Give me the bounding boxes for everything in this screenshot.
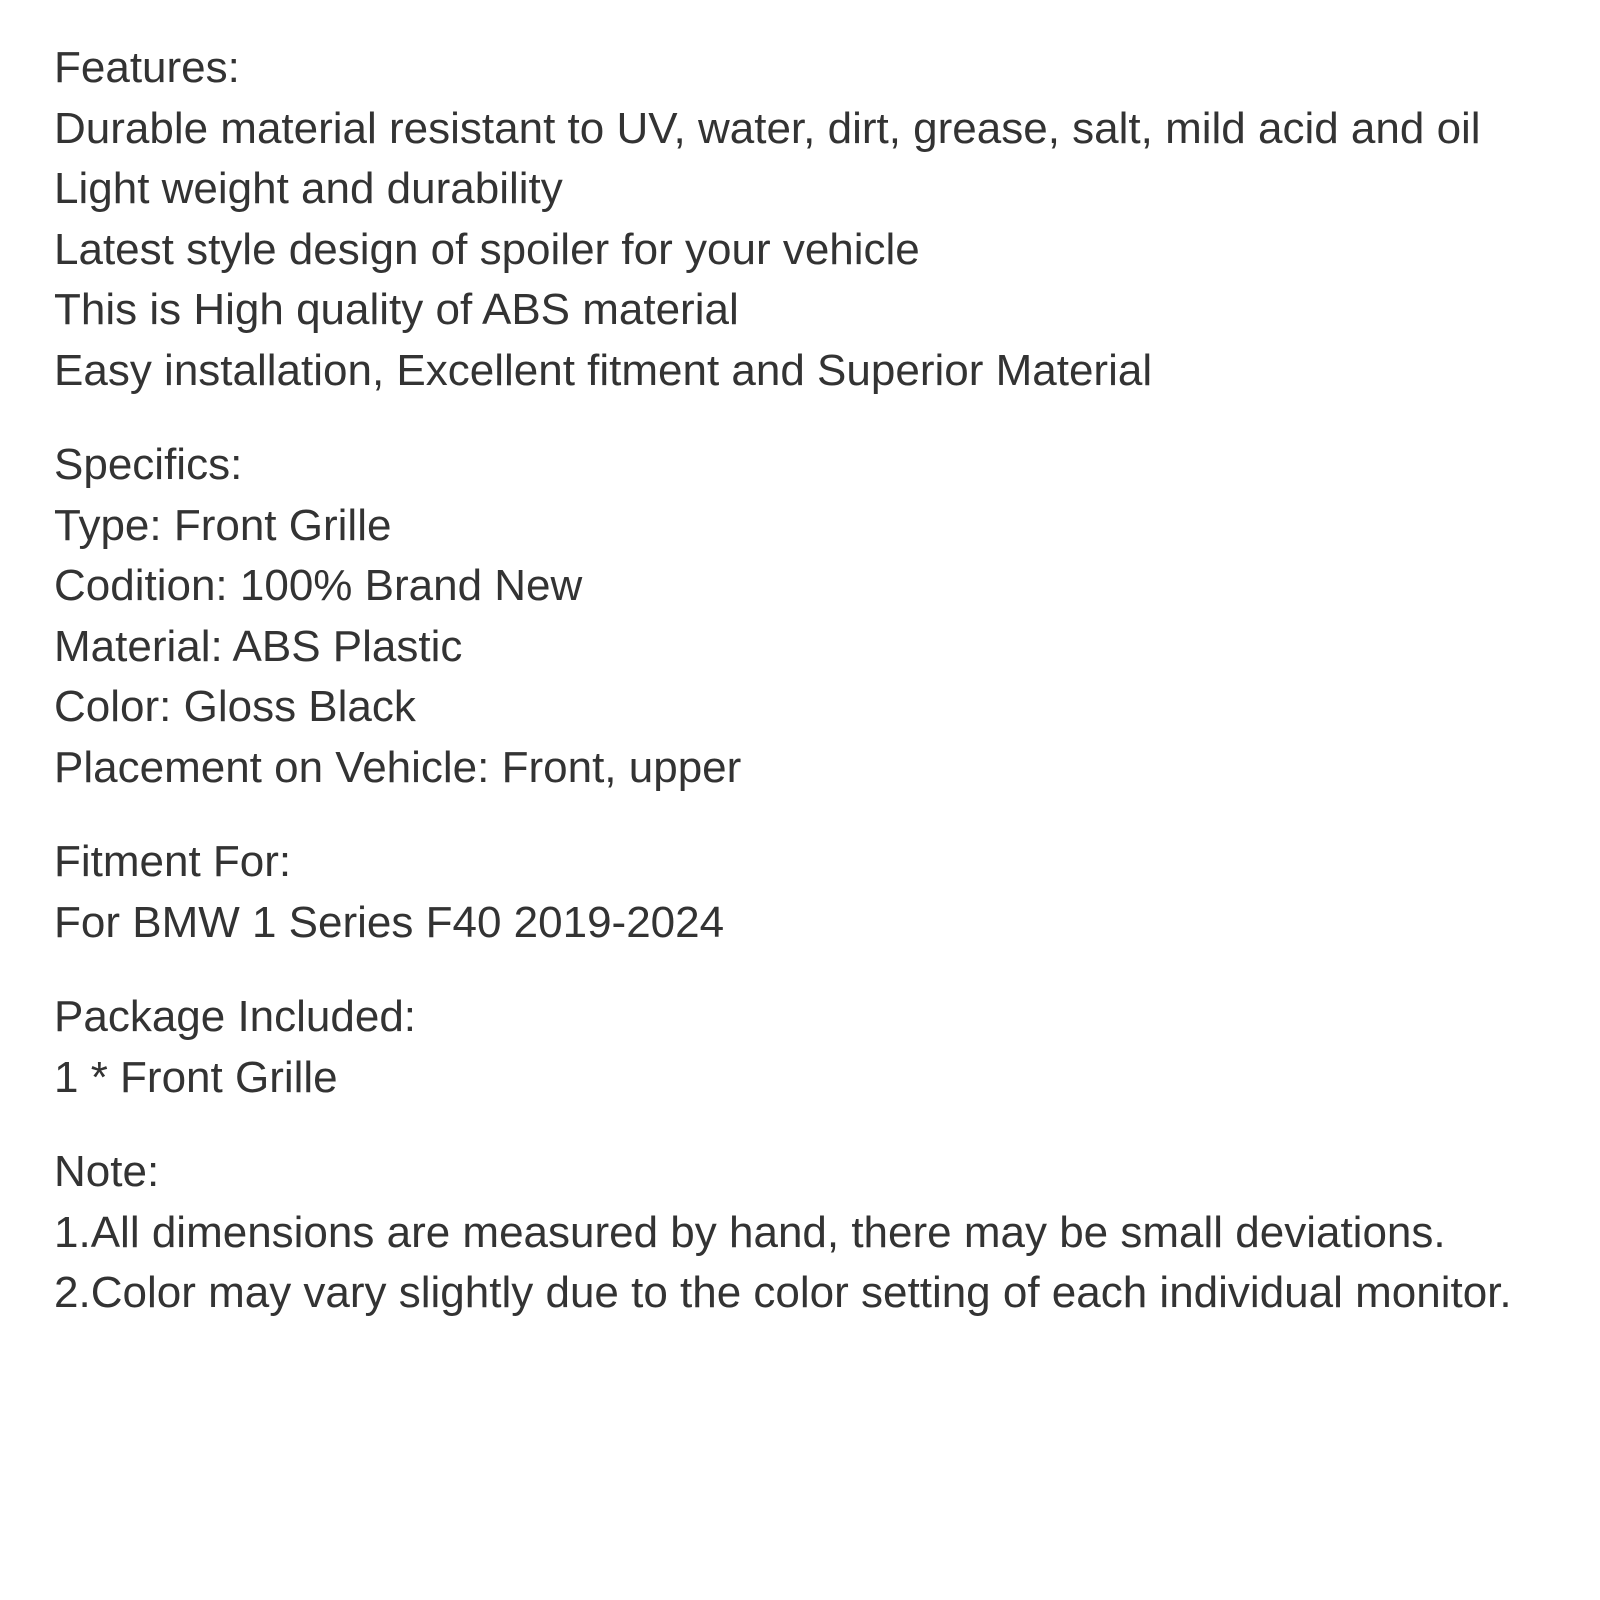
note-section — [54, 1142, 1584, 1324]
specifics-item: Codition: 100% Brand New — [54, 561, 583, 610]
features-section — [54, 38, 1584, 401]
fitment-section — [54, 832, 1584, 953]
specifics-item: Placement on Vehicle: Front, upper — [54, 742, 742, 792]
fitment-heading: Fitment For: — [54, 837, 292, 886]
note-heading: Note: — [54, 1147, 160, 1196]
specifics-section — [54, 435, 1584, 798]
features-heading: Features: — [54, 43, 240, 92]
note-item: 1.All dimensions are measured by hand, there may be small deviations. — [54, 1207, 1446, 1257]
package-heading: Package Included: — [54, 992, 417, 1041]
fitment-item: For BMW 1 Series F40 2019-2024 — [54, 897, 725, 947]
feature-item: Easy installation, Excellent fitment and Superior Material — [54, 345, 1153, 395]
feature-item: Light weight and durability — [54, 164, 563, 213]
note-item: 2.Color may vary slightly due to the color setting of each individual monitor. — [54, 1268, 1512, 1317]
specifics-item: Material: ABS Plastic — [54, 621, 463, 671]
specifics-heading: Specifics: — [54, 440, 243, 489]
feature-item: Latest style design of spoiler for your vehicle — [54, 224, 920, 274]
feature-item: Durable material resistant to UV, water, dirt, grease, salt, mild acid and oil — [54, 103, 1481, 153]
specifics-item: Color: Gloss Black — [54, 682, 416, 731]
product-description — [54, 38, 1584, 1358]
package-section — [54, 987, 1584, 1108]
feature-item: This is High quality of ABS material — [54, 285, 739, 334]
specifics-item: Type: Front Grille — [54, 500, 392, 550]
package-item: 1 * Front Grille — [54, 1052, 338, 1102]
